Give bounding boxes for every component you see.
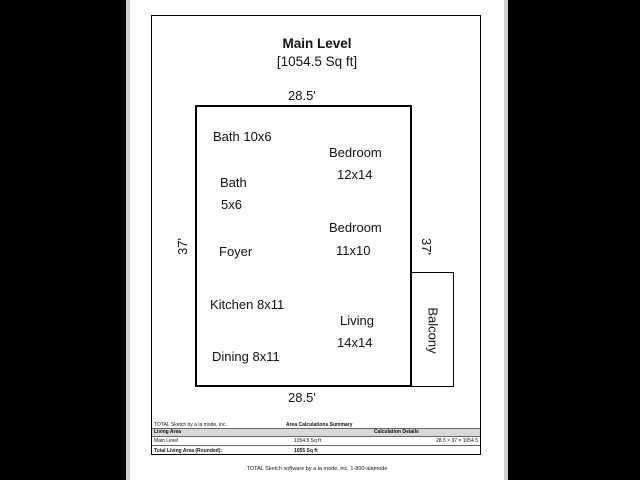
dimension-right: 37' xyxy=(418,238,434,255)
software-footer: TOTAL Sketch software by a la mode, inc. 1-800-alamode xyxy=(246,466,388,472)
summary-total-label: Total Living Area (Rounded): xyxy=(154,448,223,454)
room-living-label: Living xyxy=(340,313,374,328)
dimension-top: 28.5' xyxy=(288,88,316,103)
summary-software-note: TOTAL Sketch by a la mode, inc. xyxy=(154,422,227,428)
room-bath-5x6-label: Bath xyxy=(220,175,247,190)
room-bedroom-1-size: 12x14 xyxy=(337,167,373,182)
plan-title: Main Level xyxy=(282,36,352,51)
plan-area: [1054.5 Sq ft] xyxy=(276,54,358,69)
room-foyer: Foyer xyxy=(219,244,253,259)
room-bath-5x6-size: 5x6 xyxy=(221,197,242,212)
summary-col-living-area: Living Area xyxy=(154,429,182,435)
page-edge-right xyxy=(504,0,508,480)
room-bath-10x6: Bath 10x6 xyxy=(213,129,272,144)
summary-col-calc-details: Calculation Details xyxy=(374,429,419,435)
room-living-size: 14x14 xyxy=(337,335,373,350)
summary-row-calc: 28.5 × 37 = 1054.5 xyxy=(436,438,478,444)
dimension-left: 37' xyxy=(174,238,190,255)
room-bedroom-1-label: Bedroom xyxy=(329,145,382,160)
room-dining: Dining 8x11 xyxy=(212,349,280,364)
summary-header-row xyxy=(152,428,480,437)
room-bedroom-2-size: 11x10 xyxy=(336,243,371,258)
dimension-bottom: 28.5' xyxy=(288,390,316,405)
summary-total-row xyxy=(152,445,480,455)
summary-total-value: 1055 Sq ft xyxy=(294,448,318,454)
summary-heading: Area Calculations Summary xyxy=(286,422,353,428)
summary-row-area: 1054.5 Sq ft xyxy=(294,438,321,444)
summary-row-main-level xyxy=(152,437,480,445)
room-kitchen: Kitchen 8x11 xyxy=(210,297,285,312)
floor-plan-page xyxy=(130,0,504,480)
room-bedroom-2-label: Bedroom xyxy=(329,220,382,235)
summary-row-name: Main Level xyxy=(154,438,179,444)
area-calculations-summary xyxy=(152,421,480,455)
room-balcony: Balcony xyxy=(425,307,441,354)
